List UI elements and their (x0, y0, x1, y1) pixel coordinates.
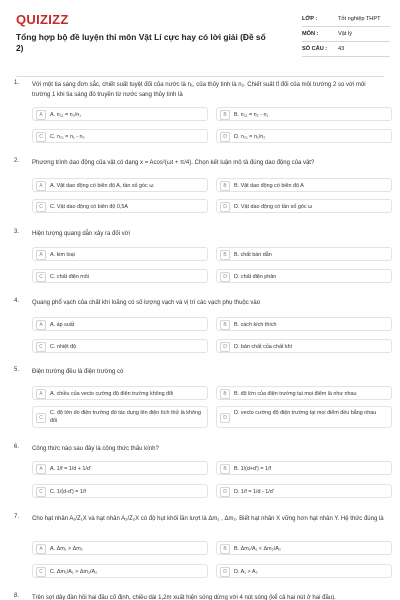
info-row-question-count (302, 42, 390, 57)
option-text: D. Vật dao động có tần số góc ω (234, 203, 313, 210)
option-letter: D (220, 487, 230, 497)
option-letter: B (220, 464, 230, 474)
option-text: A. áp suất (50, 321, 75, 328)
option-d[interactable] (216, 269, 392, 283)
option-letter: B (220, 110, 230, 120)
option-letter: D (220, 202, 230, 212)
option-b[interactable] (216, 317, 392, 331)
question-text: Trên sợi dây đàn hồi hai đầu cố định, chiều dài 1,2m xuất hiện sóng dừng với 4 nút sóng (kể cả hai nút ở hai đầu). (32, 595, 336, 600)
option-b[interactable] (216, 178, 392, 192)
option-text: C. 1/(d-d') = 1/f (50, 488, 86, 495)
option-text: B. độ lớn của điện trường tại mọi điểm là như nhau (234, 390, 357, 397)
option-c[interactable] (32, 269, 208, 283)
option-letter: D (220, 132, 230, 142)
option-letter: C (36, 413, 46, 423)
option-d[interactable] (216, 406, 392, 428)
worksheet-title: Tổng hợp bộ đề luyện thi môn Vật Lí cực hay có lời giải (Đề số 2) (16, 32, 266, 53)
option-letter: D (220, 272, 230, 282)
question-text: Quang phổ vạch của chất khí loãng có số lượng vạch và vị trí các vạch phụ thuộc vào (32, 300, 261, 306)
question-number: 6. (14, 444, 20, 450)
option-text: D. n₂₁ = n₁/n₂ (234, 133, 266, 140)
option-text: C. chất điện môi (50, 273, 89, 280)
question-text: Hiện tượng quang dẫn xảy ra đối với (32, 231, 130, 237)
option-c[interactable] (32, 339, 208, 353)
option-text: A. n₂₁ = n₂/n₁ (50, 111, 82, 118)
option-d[interactable] (216, 564, 392, 578)
quizizz-logo: QUIZIZZ (16, 12, 69, 27)
info-label: MÔN : (302, 31, 319, 37)
option-a[interactable] (32, 386, 208, 400)
option-letter: C (36, 487, 46, 497)
option-b[interactable] (216, 107, 392, 121)
option-a[interactable] (32, 107, 208, 121)
worksheet-header (0, 0, 400, 68)
question-text: Phương trình dao động của vật có dạng x = Acos²(ωt + π/4). Chọn kết luận mô tả đúng dao động của vật? (32, 160, 315, 166)
option-a[interactable] (32, 317, 208, 331)
option-text: A. 1/f = 1/d + 1/d' (50, 465, 91, 472)
option-text: D. A₁ > A₂ (234, 568, 258, 575)
option-a[interactable] (32, 461, 208, 475)
info-table (302, 12, 390, 57)
option-letter: C (36, 272, 46, 282)
option-c[interactable] (32, 129, 208, 143)
question-number: 5. (14, 367, 20, 373)
question-number: 3. (14, 229, 20, 235)
option-text: B. Δm₁/A₁ < Δm₂/A₂ (234, 545, 281, 552)
option-text: D. 1/f = 1/d - 1/d' (234, 488, 274, 495)
question-number: 2. (14, 158, 20, 164)
option-letter: C (36, 202, 46, 212)
option-text: B. cách kích thích (234, 321, 277, 328)
info-value: Vật lý (338, 31, 352, 37)
option-text: C. Vật dao động có biên độ 0,5A (50, 203, 128, 210)
option-a[interactable] (32, 178, 208, 192)
option-letter: C (36, 567, 46, 577)
option-c[interactable] (32, 484, 208, 498)
option-a[interactable] (32, 541, 208, 555)
question-number: 1. (14, 80, 20, 86)
option-text: C. Δm₁/A₁ > Δm₂/A₂ (50, 568, 98, 575)
option-d[interactable] (216, 484, 392, 498)
option-b[interactable] (216, 386, 392, 400)
question-number: 7. (14, 514, 20, 520)
question-number: 8. (14, 593, 20, 599)
option-a[interactable] (32, 247, 208, 261)
option-b[interactable] (216, 541, 392, 555)
question-text: Cho hạt nhân A₁/Z₁X và hạt nhân A₂/Z₂X có độ hụt khối lần lượt là Δm₁ , Δm₂. Biết hạt nhân X vững hơn hạt nhân Y. Hệ thức đúng là (32, 516, 384, 522)
option-letter: B (220, 250, 230, 260)
option-letter: C (36, 132, 46, 142)
option-letter: B (220, 389, 230, 399)
option-letter: D (220, 413, 230, 423)
option-d[interactable] (216, 199, 392, 213)
option-text: B. Vật dao động có biên độ A (234, 182, 304, 189)
info-value: 43 (338, 46, 345, 52)
option-letter: C (36, 342, 46, 352)
option-letter: B (220, 181, 230, 191)
option-letter: D (220, 567, 230, 577)
question-text: Điện trường đều là điện trường có (32, 369, 124, 375)
option-c[interactable] (32, 199, 208, 213)
option-letter: A (36, 110, 46, 120)
option-text: C. n₂₁ = n₁ - n₂ (50, 133, 85, 140)
option-c[interactable] (32, 564, 208, 578)
info-label: SỐ CÂU : (302, 46, 328, 52)
question-text: Công thức nào sau đây là công thức thấu kính? (32, 446, 159, 452)
option-text: D. bản chất của chất khí (234, 343, 293, 350)
info-row-subject (302, 27, 390, 42)
option-text: B. n₂₁ = n₂ - n₁ (234, 111, 269, 118)
option-letter: A (36, 250, 46, 260)
option-letter: B (220, 544, 230, 554)
option-letter: B (220, 320, 230, 330)
question-text: Với một tia sáng đơn sắc, chiết suất tuyệt đối của nước là n₁, của thủy tinh là n₂. Chiết suất tỉ đối của môi trường 2 so với môi trường 1 khi tia sáng đó truyền từ nước sang thủy tinh là (32, 82, 366, 98)
option-text: D. vecto cường độ điện trường tại mọi điểm đều bằng nhau (234, 410, 377, 416)
option-text: B. chất bán dẫn (234, 251, 272, 258)
option-letter: A (36, 544, 46, 554)
option-text: A. kim loại (50, 251, 75, 258)
option-letter: A (36, 389, 46, 399)
option-b[interactable] (216, 461, 392, 475)
info-label: LỚP : (302, 16, 318, 22)
option-d[interactable] (216, 129, 392, 143)
option-text: A. Vật dao động có biên độ A, tần số góc ω (50, 182, 154, 189)
option-text: C. độ lớn do điện trường đó tác dụng lên điện tích thử là không đổi (50, 410, 201, 424)
option-text: D. chất điện phân (234, 273, 277, 280)
option-text: B. 1/(d+d') = 1/f (234, 465, 271, 472)
option-text: C. nhiệt độ (50, 343, 77, 350)
option-b[interactable] (216, 247, 392, 261)
option-text: A. Δm₁ > Δm₂ (50, 545, 83, 552)
info-row-class (302, 12, 390, 27)
option-letter: A (36, 464, 46, 474)
option-text: A. chiều của vecto cường độ điện trường không đổi (50, 390, 174, 397)
option-d[interactable] (216, 339, 392, 353)
option-letter: A (36, 181, 46, 191)
option-letter: A (36, 320, 46, 330)
option-letter: D (220, 342, 230, 352)
option-c[interactable] (32, 406, 208, 428)
header-divider (16, 76, 384, 77)
question-number: 4. (14, 298, 20, 304)
info-value: Tốt nghiệp THPT (338, 16, 381, 22)
